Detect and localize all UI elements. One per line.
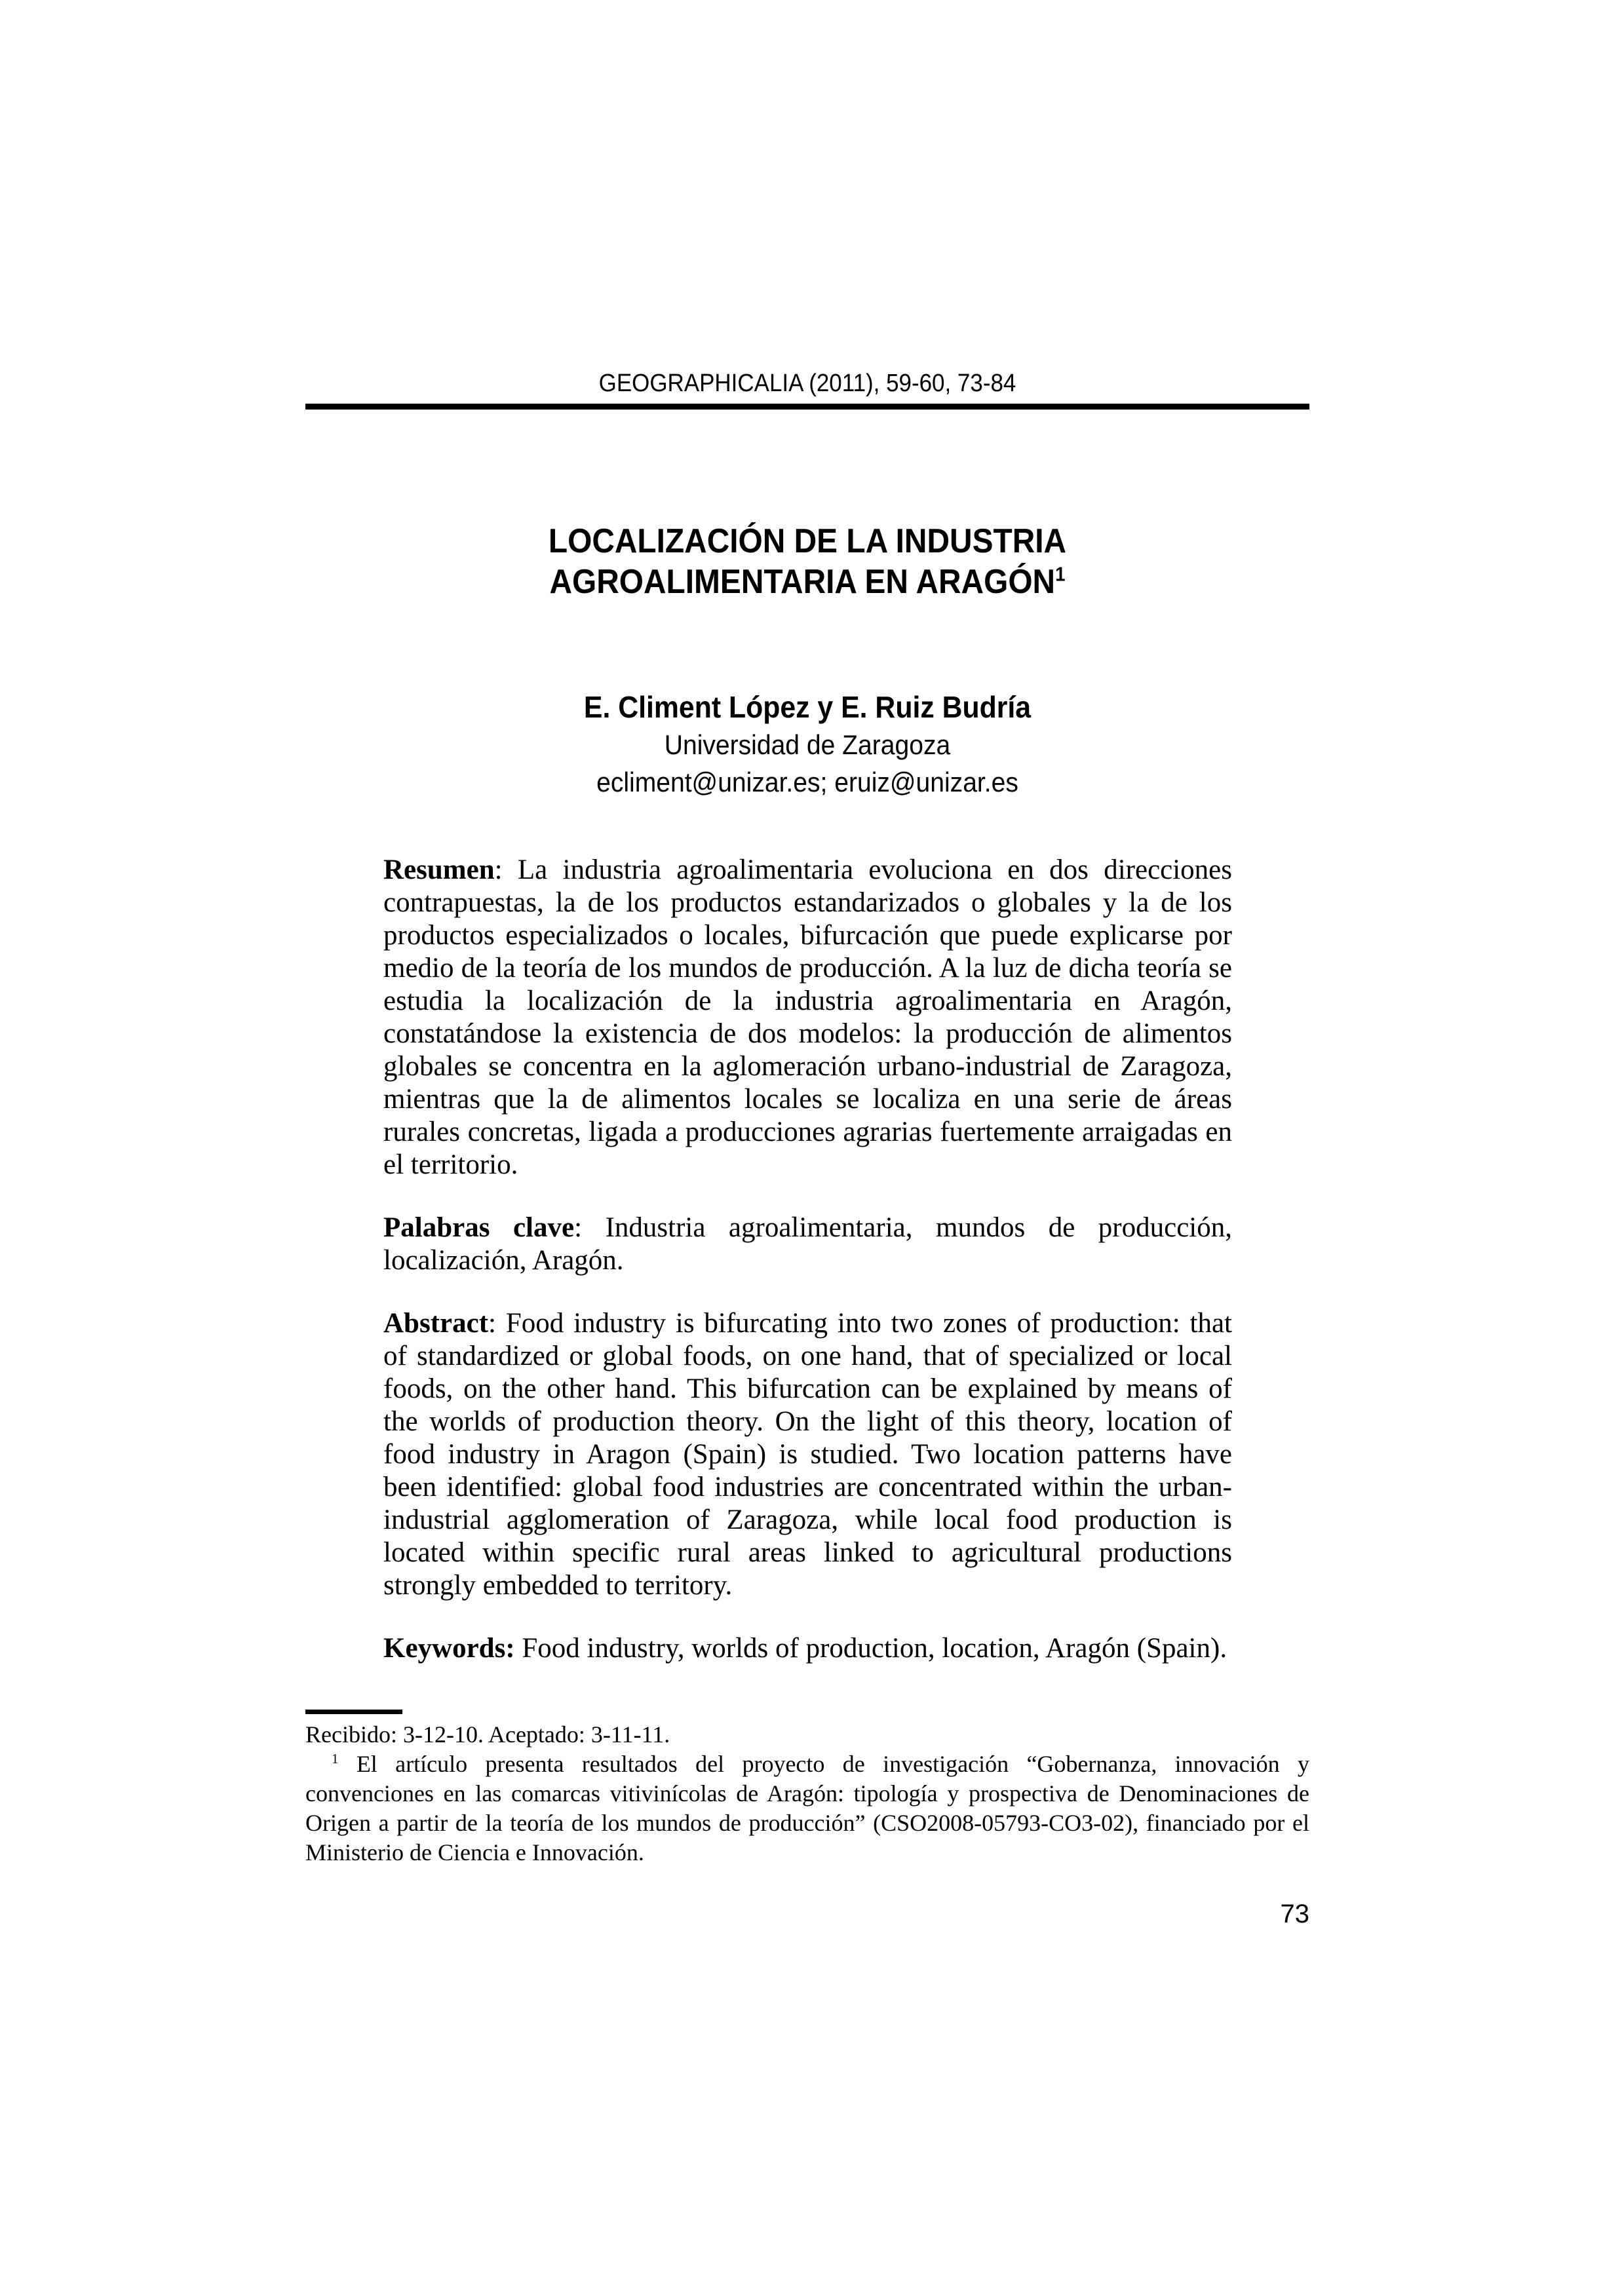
keywords-en-separator [515, 1633, 522, 1664]
authors-block [341, 689, 1275, 801]
footnote-marker: 1 [332, 1751, 339, 1767]
header-rule [305, 404, 1309, 410]
abstract-es-separator: : [494, 854, 518, 885]
abstract-en-paragraph [383, 1307, 1232, 1602]
keywords-en-paragraph [383, 1632, 1232, 1665]
keywords-es-text: Industria agroalimentaria, mundos de producción, localización, Aragón. [383, 1212, 1232, 1276]
abstract-en-separator: : [488, 1308, 506, 1339]
authors-affiliation: Universidad de Zaragoza [664, 729, 951, 760]
paper-title [345, 521, 1269, 602]
keywords-es-label: Palabras clave [383, 1212, 575, 1243]
abstract-es-paragraph [383, 854, 1232, 1181]
paper-title-line2: AGROALIMENTARIA EN ARAGÓN [549, 563, 1056, 601]
abstract-es-text: La industria agroalimentaria evoluciona en dos direcciones contrapuestas, la de los productos estandarizados o globales y la de los productos especializados o locales, bifurcación que puede explicarse por medio de la teoría de los mundos de producción. A la luz de dicha teoría se estudia la localización de la industria agroalimentaria en Aragón, constatándose la existencia de dos modelos: la producción de alimentos globales se concentra en la aglomeración urbano-industrial de Zaragoza, mientras que la de alimentos locales se localiza en una serie de áreas rurales concretas, ligada a producciones agrarias fuertemente arraigadas en el territorio. [383, 854, 1233, 1180]
keywords-en-text: Food industry, worlds of production, location, Aragón (Spain). [522, 1633, 1227, 1664]
journal-header: GEOGRAPHICALIA (2011), 59-60, 73-84 [598, 370, 1016, 397]
page-number: 73 [1280, 1900, 1309, 1928]
keywords-es-paragraph [383, 1212, 1232, 1277]
abstract-es-label: Resumen [383, 854, 495, 885]
paper-title-line1: LOCALIZACIÓN DE LA INDUSTRIA [548, 522, 1067, 560]
footnote-area [305, 1710, 1309, 1867]
title-footnote-marker: 1 [1055, 564, 1066, 586]
keywords-en-label: Keywords: [383, 1633, 515, 1664]
footnote-text: El artículo presenta resultados del proyecto de investigación “Gobernanza, innovación y convenciones en las comarcas vitivinícolas de Aragón: tipología y prospectiva de Denominaciones de Origen a partir de la teoría de los mundos de producción” (CSO2008-05793-CO3-02), financiado por el Ministerio de Ciencia e Innovación. [305, 1751, 1310, 1866]
abstract-en-label: Abstract [383, 1308, 489, 1339]
authors-emails: ecliment@unizar.es; eruiz@unizar.es [596, 767, 1018, 797]
footnote-paragraph [305, 1750, 1309, 1867]
keywords-es-separator: : [574, 1212, 606, 1243]
authors-names: E. Climent López y E. Ruiz Budría [583, 690, 1032, 724]
footnote-received: Recibido: 3-12-10. Aceptado: 3-11-11. [305, 1721, 670, 1748]
abstract-en-text: Food industry is bifurcating into two zones of production: that of standardized or global foods, on one hand, that of specialized or local foods, on the other hand. This bifurcation can be explained by means of the worlds of production theory. On the light of this theory, location of food industry in Aragon (Spain) is studied. Two location patterns have been identified: global food industries are concentrated within the urban-industrial agglomeration of Zaragoza, while local food production is located within specific rural areas linked to agricultural productions strongly embedded to territory. [383, 1308, 1232, 1601]
footnote-rule [305, 1710, 402, 1714]
abstract-area [383, 854, 1232, 1665]
